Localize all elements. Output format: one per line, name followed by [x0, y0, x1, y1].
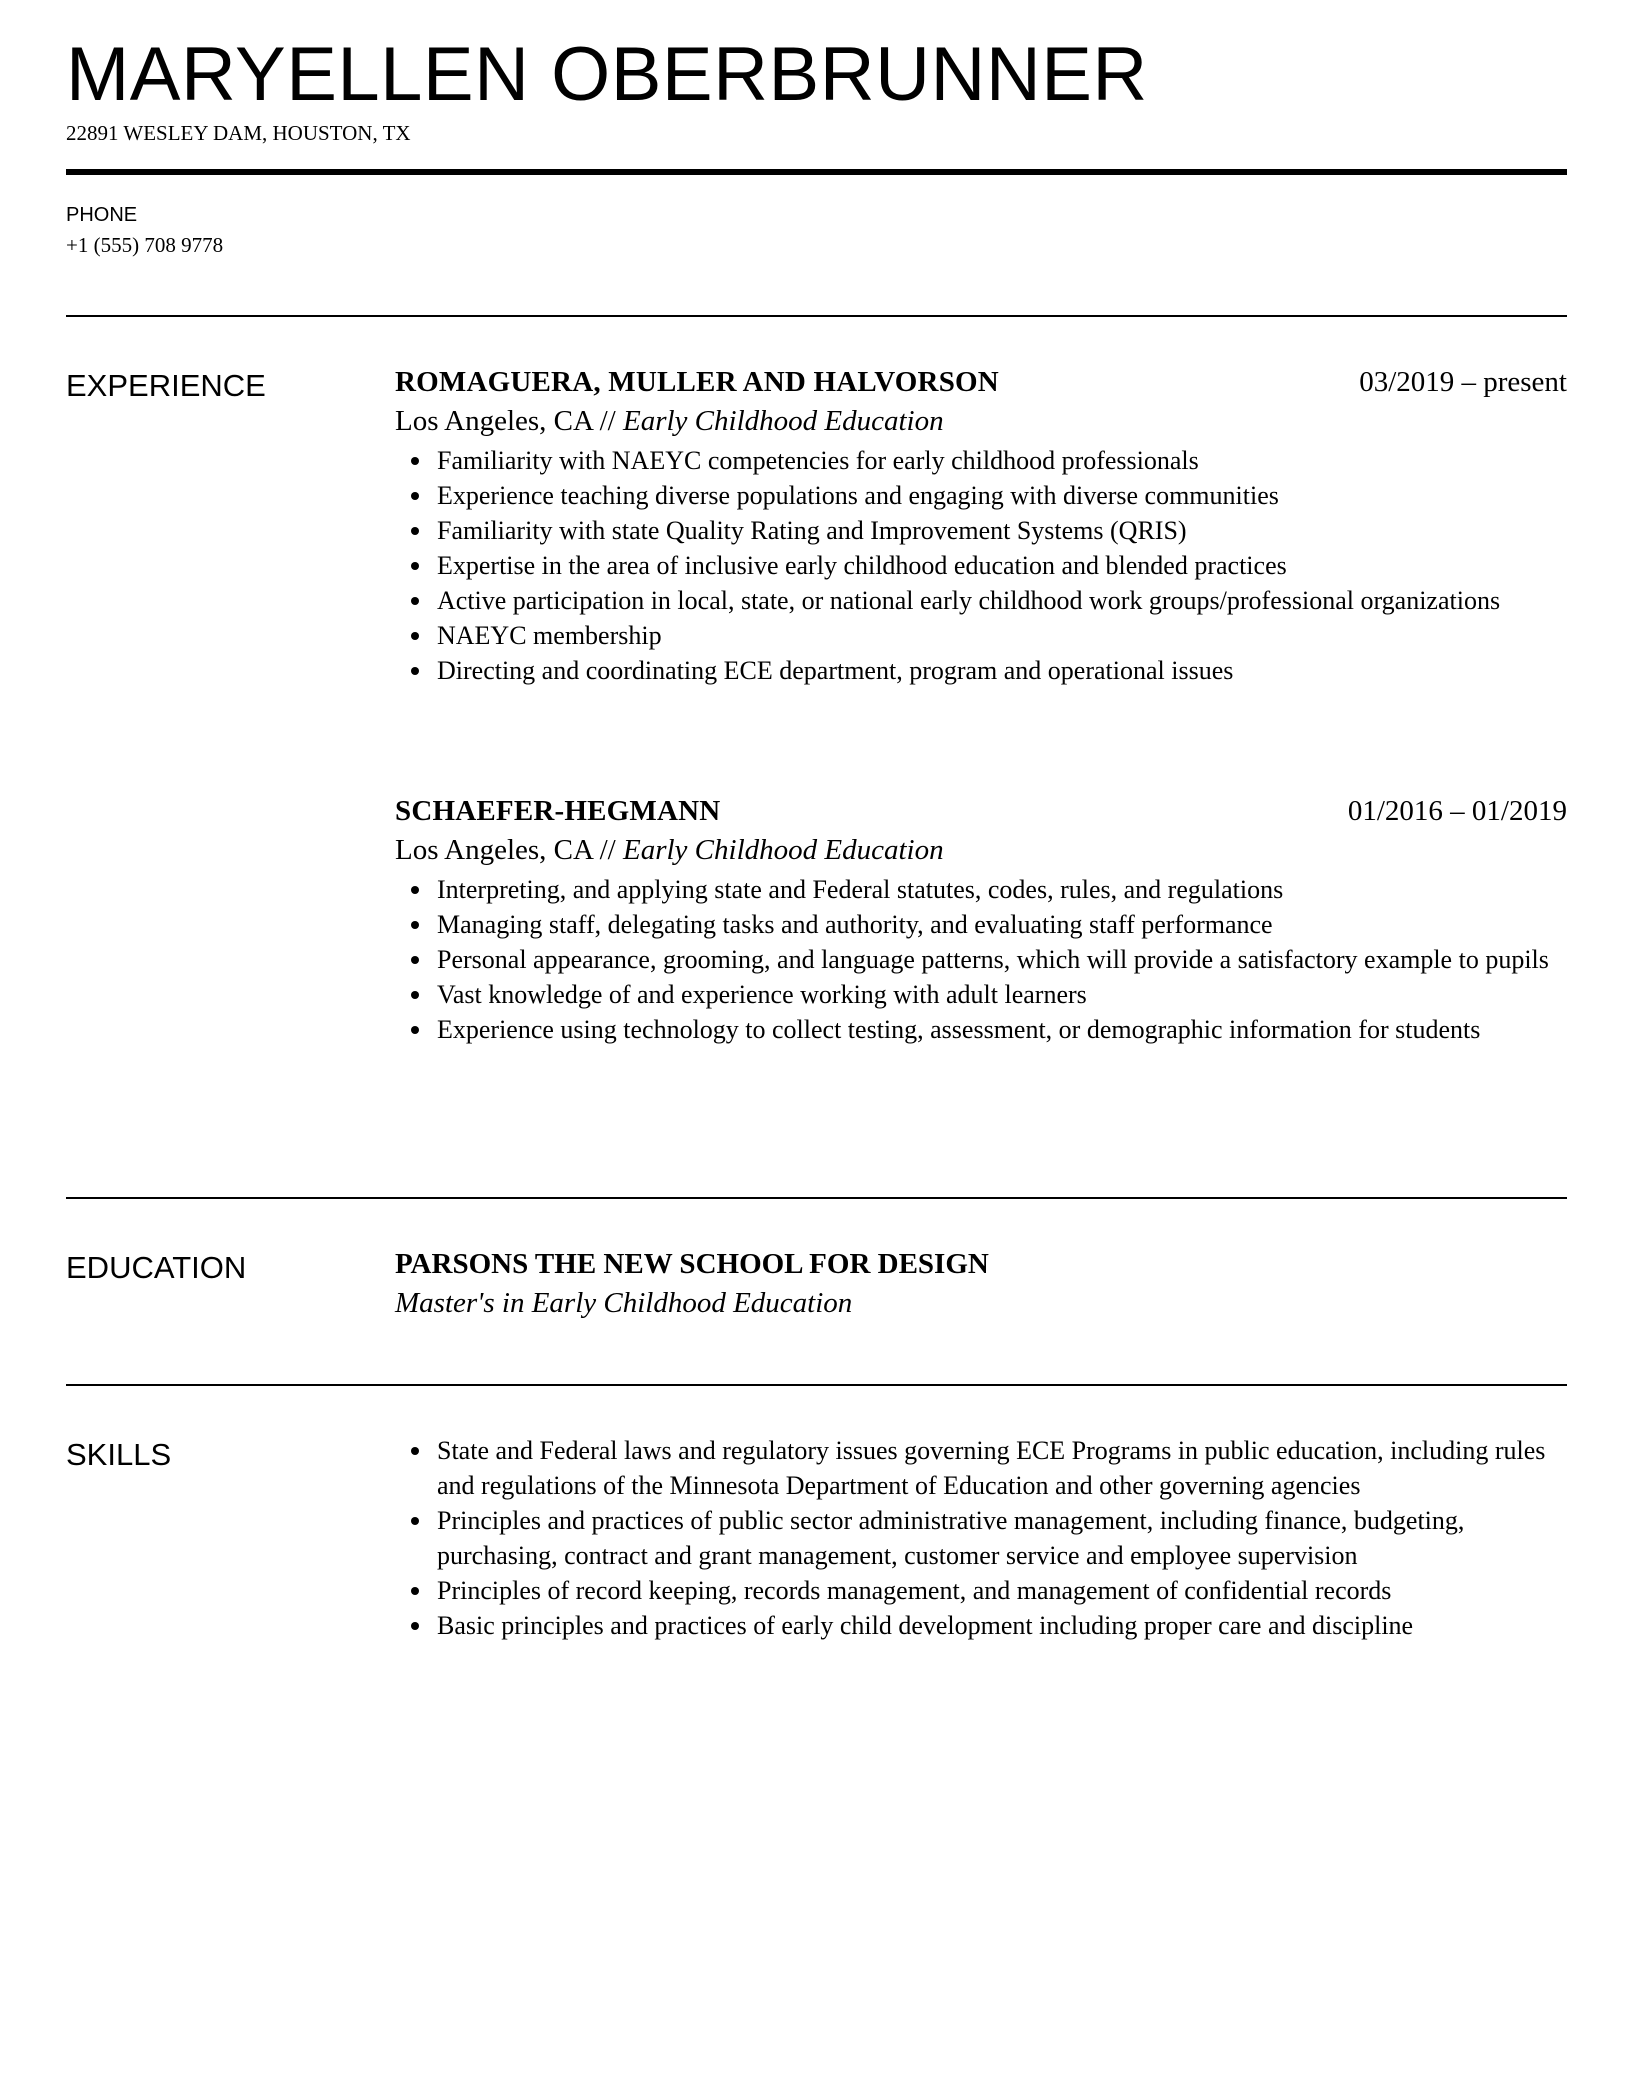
list-item-text: Active participation in local, state, or national early childhood work groups/professional organizations	[437, 586, 1501, 615]
phone-value: +1 (555) 708 9778	[66, 233, 224, 257]
education-divider	[66, 1384, 1567, 1386]
bullet-icon	[411, 1447, 419, 1455]
phone-label: PHONE	[66, 204, 138, 226]
degree: Master's in Early Childhood Education	[395, 1287, 853, 1319]
list-item-text: Interpreting, and applying state and Federal statutes, codes, rules, and regulations	[437, 875, 1284, 904]
job-dates: 01/2016 – 01/2019	[1347, 795, 1567, 827]
list-item-text: Principles of record keeping, records management, and management of confidential records	[437, 1576, 1392, 1605]
header-divider	[66, 169, 1567, 175]
company-name: ROMAGUERA, MULLER AND HALVORSON	[395, 366, 999, 398]
job-location: Los Angeles, CA	[395, 405, 593, 437]
bullet-icon	[411, 1026, 419, 1034]
job-dates: 03/2019 – present	[1359, 366, 1567, 398]
list-item	[395, 1608, 1567, 1643]
list-item	[395, 1503, 1567, 1573]
list-item-text: State and Federal laws and regulatory issues governing ECE Programs in public education, including rules and regulations of the Minnesota Department of Education and other governing agencies	[437, 1436, 1546, 1500]
list-item	[395, 618, 1567, 653]
list-item	[395, 478, 1567, 513]
list-item	[395, 1573, 1567, 1608]
list-item-text: Managing staff, delegating tasks and authority, and evaluating staff performance	[437, 910, 1273, 939]
bullet-icon	[411, 632, 419, 640]
list-item-text: Experience using technology to collect testing, assessment, or demographic information for students	[437, 1015, 1481, 1044]
experience-entry	[395, 363, 1567, 688]
list-item-text: Familiarity with state Quality Rating and Improvement Systems (QRIS)	[437, 516, 1187, 545]
list-item	[395, 548, 1567, 583]
list-item	[395, 1433, 1567, 1503]
bullet-icon	[411, 527, 419, 535]
list-item-text: Basic principles and practices of early child development including proper care and discipline	[437, 1611, 1414, 1640]
list-item-text: Personal appearance, grooming, and language patterns, which will provide a satisfactory example to pupils	[437, 945, 1549, 974]
list-item-text: Principles and practices of public sector administrative management, including finance, budgeting, purchasing, contract and grant management, customer service and employee supervision	[437, 1506, 1465, 1570]
list-item	[395, 1012, 1567, 1047]
job-responsibilities	[395, 443, 1567, 688]
list-item-text: Expertise in the area of inclusive early childhood education and blended practices	[437, 551, 1287, 580]
candidate-name: MARYELLEN OBERBRUNNER	[66, 32, 1148, 117]
bullet-icon	[411, 921, 419, 929]
education-entry	[395, 1245, 1567, 1323]
job-subtitle	[395, 830, 1567, 870]
experience-section-title: EXPERIENCE	[66, 368, 266, 403]
bullet-icon	[411, 457, 419, 465]
experience-entry	[395, 792, 1567, 1047]
experience-divider	[66, 1197, 1567, 1199]
school-name: PARSONS THE NEW SCHOOL FOR DESIGN	[395, 1248, 989, 1280]
list-item	[395, 513, 1567, 548]
job-title: Early Childhood Education	[623, 834, 944, 866]
skills-list-container	[395, 1433, 1567, 1643]
bullet-icon	[411, 991, 419, 999]
list-item	[395, 872, 1567, 907]
list-item-text: NAEYC membership	[437, 621, 662, 650]
list-item-text: Experience teaching diverse populations and engaging with diverse communities	[437, 481, 1279, 510]
contact-divider	[66, 315, 1567, 317]
bullet-icon	[411, 886, 419, 894]
list-item	[395, 583, 1567, 618]
company-name: SCHAEFER-HEGMANN	[395, 795, 721, 827]
list-item	[395, 907, 1567, 942]
job-separator: //	[599, 834, 616, 866]
job-subtitle	[395, 401, 1567, 441]
job-location: Los Angeles, CA	[395, 834, 593, 866]
job-header	[395, 363, 1567, 401]
list-item	[395, 977, 1567, 1012]
job-header	[395, 792, 1567, 830]
bullet-icon	[411, 1587, 419, 1595]
bullet-icon	[411, 1517, 419, 1525]
skills-section-title: SKILLS	[66, 1437, 172, 1472]
education-section-title: EDUCATION	[66, 1250, 247, 1285]
job-separator: //	[599, 405, 616, 437]
bullet-icon	[411, 562, 419, 570]
candidate-address: 22891 WESLEY DAM, HOUSTON, TX	[66, 121, 411, 145]
list-item	[395, 653, 1567, 688]
list-item	[395, 942, 1567, 977]
list-item-text: Vast knowledge of and experience working with adult learners	[437, 980, 1087, 1009]
bullet-icon	[411, 597, 419, 605]
list-item	[395, 443, 1567, 478]
list-item-text: Directing and coordinating ECE department, program and operational issues	[437, 656, 1234, 685]
job-responsibilities	[395, 872, 1567, 1047]
bullet-icon	[411, 667, 419, 675]
bullet-icon	[411, 492, 419, 500]
bullet-icon	[411, 1622, 419, 1630]
list-item-text: Familiarity with NAEYC competencies for early childhood professionals	[437, 446, 1199, 475]
job-title: Early Childhood Education	[623, 405, 944, 437]
bullet-icon	[411, 956, 419, 964]
skills-list	[395, 1433, 1567, 1643]
